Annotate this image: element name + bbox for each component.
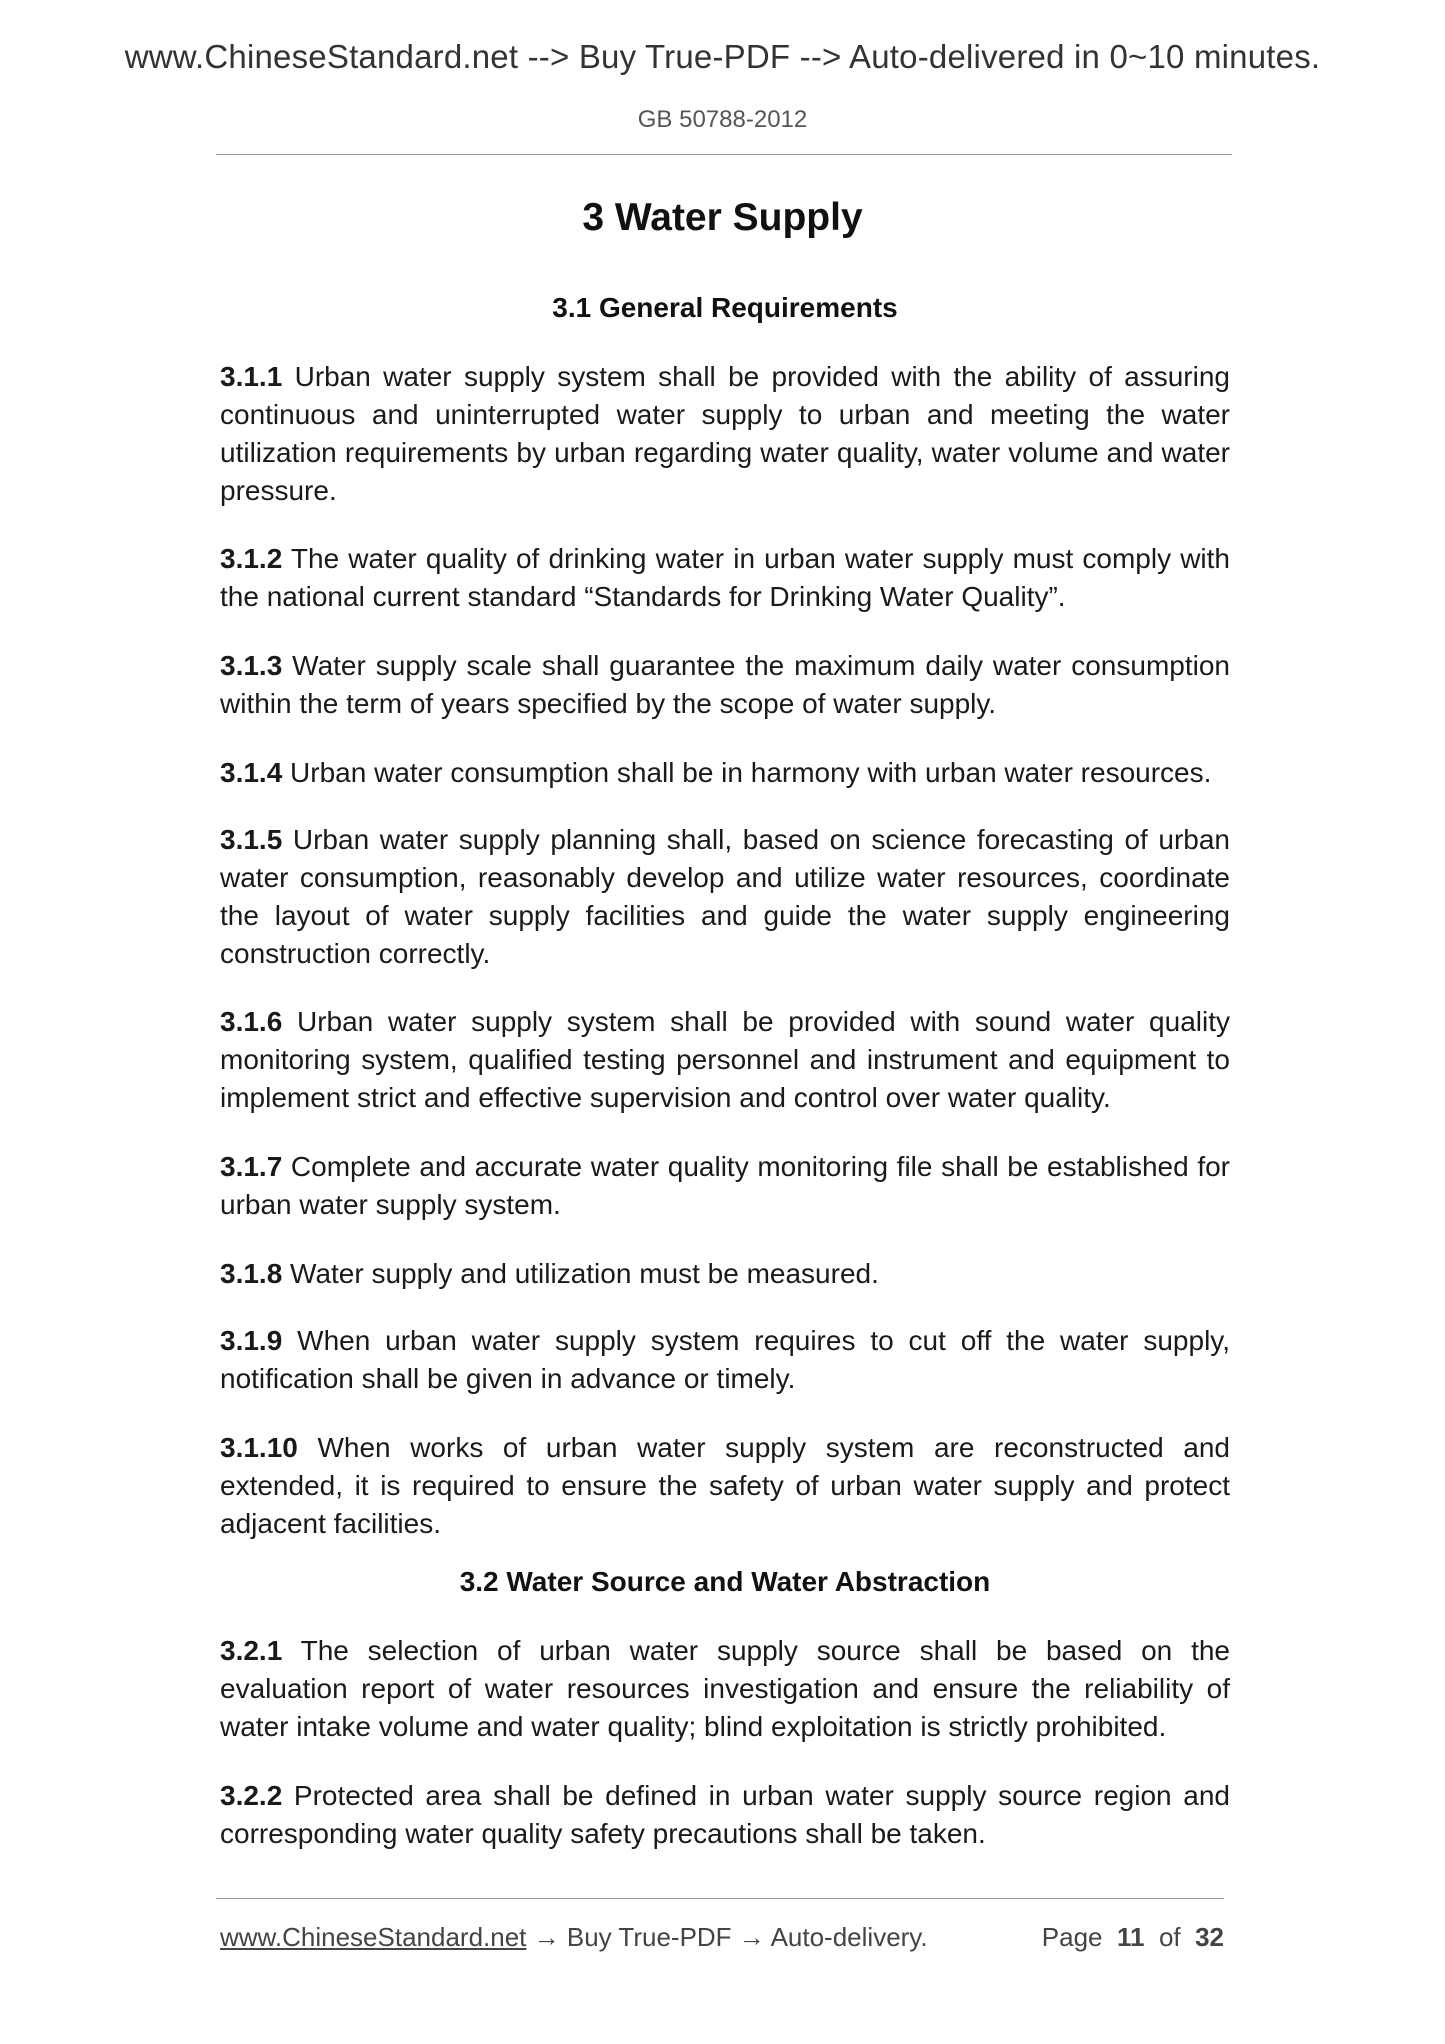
clause-number: 3.1.4 — [220, 757, 283, 788]
clause-number: 3.1.7 — [220, 1151, 283, 1182]
footer-divider — [216, 1898, 1224, 1899]
clause-3-1-5 — [220, 821, 1230, 973]
clause-text: Urban water supply planning shall, based on science forecasting of urban water consumption, reasonably develop and utilize water resources, coordinate the layout of water supply facilities and guide the water supply engineering construction correctly. — [220, 824, 1230, 969]
clause-text: The water quality of drinking water in urban water supply must comply with the national current standard “Standards for Drinking Water Quality”. — [220, 543, 1230, 612]
clause-number: 3.1.1 — [220, 361, 283, 392]
clause-number: 3.2.2 — [220, 1780, 283, 1811]
header-divider — [216, 154, 1232, 155]
clause-number: 3.1.5 — [220, 824, 283, 855]
clause-text: Water supply scale shall guarantee the maximum daily water consumption within the term of years specified by the scope of water supply. — [220, 650, 1230, 719]
clause-3-1-4 — [220, 754, 1230, 792]
footer-trail: → Buy True-PDF → Auto-delivery. — [526, 1922, 928, 1952]
document-code: GB 50788-2012 — [637, 106, 808, 133]
clause-text: Urban water supply system shall be provided with sound water quality monitoring system, qualified testing personnel and instrument and equipment to implement strict and effective supervision and control over water quality. — [220, 1006, 1230, 1113]
clause-3-1-1 — [220, 358, 1230, 510]
clause-number: 3.1.6 — [220, 1006, 283, 1037]
clause-number: 3.1.3 — [220, 650, 283, 681]
clause-text: Protected area shall be defined in urban water supply source region and corresponding water quality safety precautions shall be taken. — [220, 1780, 1230, 1849]
clause-3-1-8 — [220, 1255, 1230, 1293]
section-title: 3.2 Water Source and Water Abstraction — [459, 1566, 991, 1597]
clause-3-1-7 — [220, 1148, 1230, 1224]
clause-text: Complete and accurate water quality monitoring file shall be established for urban water supply system. — [220, 1151, 1230, 1220]
page-total: 32 — [1195, 1922, 1224, 1952]
clause-3-2-1 — [220, 1632, 1230, 1746]
clause-number: 3.1.10 — [220, 1432, 298, 1463]
clause-3-1-10 — [220, 1429, 1230, 1543]
clause-text: Urban water supply system shall be provided with the ability of assuring continuous and uninterrupted water supply to urban and meeting the water utilization requirements by urban regarding water quality, water volume and water pressure. — [220, 361, 1230, 506]
website-link[interactable]: www.ChineseStandard.net — [220, 1922, 527, 1952]
page-label: Page — [1041, 1922, 1103, 1952]
clause-3-2-2 — [220, 1777, 1230, 1853]
clause-text: The selection of urban water supply source shall be based on the evaluation report of water resources investigation and ensure the reliability of water intake volume and water quality; blind exploitation is strictly prohibited. — [220, 1635, 1230, 1742]
clause-number: 3.1.8 — [220, 1258, 283, 1289]
clause-text: Urban water consumption shall be in harmony with urban water resources. — [282, 757, 1212, 788]
page-indicator — [1042, 1922, 1224, 1953]
clause-number: 3.1.9 — [220, 1325, 283, 1356]
clause-text: When works of urban water supply system are reconstructed and extended, it is required to ensure the safety of urban water supply and protect adjacent facilities. — [220, 1432, 1230, 1539]
clause-3-1-9 — [220, 1322, 1230, 1398]
clause-3-1-2 — [220, 540, 1230, 616]
clause-3-1-3 — [220, 647, 1230, 723]
page-of: of — [1158, 1922, 1181, 1952]
clause-number: 3.1.2 — [220, 543, 283, 574]
top-banner: www.ChineseStandard.net --> Buy True-PDF --> Auto-delivered in 0~10 minutes. — [124, 38, 1321, 75]
clause-text: When urban water supply system requires to cut off the water supply, notification shall be given in advance or timely. — [220, 1325, 1230, 1394]
clause-number: 3.2.1 — [220, 1635, 283, 1666]
chapter-title: 3 Water Supply — [582, 196, 863, 239]
clause-text: Water supply and utilization must be measured. — [282, 1258, 879, 1289]
page-current: 11 — [1116, 1922, 1145, 1952]
clause-3-1-6 — [220, 1003, 1230, 1117]
page-footer — [220, 1922, 1224, 1953]
section-title: 3.1 General Requirements — [552, 292, 898, 323]
